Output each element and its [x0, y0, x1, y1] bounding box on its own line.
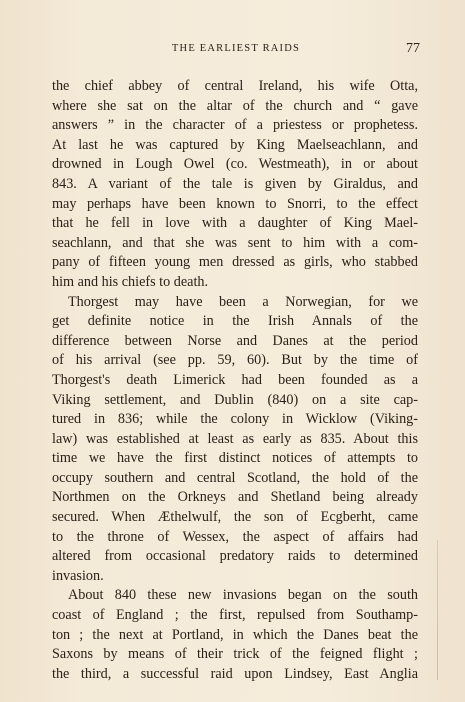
text-line: coast of England ; the first, repulsed from Southamp- — [52, 607, 418, 624]
text-line: the chief abbey of central Ireland, his wife Otta, — [52, 78, 418, 94]
text-line: time we have the first distinct notices of attempts to — [52, 450, 418, 467]
text-line: occupy southern and central Scotland, the hold of the — [52, 469, 418, 486]
text-line: get definite notice in the Irish Annals of the — [52, 313, 418, 330]
text-line: Saxons by means of their trick of the feigned flight ; — [52, 646, 418, 663]
page-number: 77 — [406, 41, 420, 56]
paragraph-end-line: invasion. — [52, 567, 104, 584]
text-line: altered from occasional predatory raids to determined — [52, 548, 418, 565]
text-line: answers ” in the character of a priestess or prophetess. — [52, 117, 418, 134]
body-text — [52, 77, 418, 684]
paragraph-end-line: him and his chiefs to death. — [52, 273, 209, 290]
text-line: 843. A variant of the tale is given by Giraldus, and — [52, 175, 418, 192]
page-header — [52, 43, 420, 65]
text-line: where she sat on the altar of the church and “ gave — [52, 97, 418, 114]
text-line: Northmen on the Orkneys and Shetland being already — [52, 489, 418, 506]
page-crease — [437, 540, 438, 680]
text-line: pany of fifteen young men dressed as girls, who stabbed — [52, 254, 418, 271]
text-line: difference between Norse and Danes at the period — [52, 332, 418, 349]
text-line: tured in 836; while the colony in Wicklow (Viking- — [52, 411, 418, 428]
text-line: Thorgest's death Limerick had been founded as a — [52, 371, 418, 388]
text-line: Viking settlement, and Dublin (840) on a site cap- — [52, 391, 418, 408]
paragraph-start-line: Thorgest may have been a Norwegian, for we — [68, 293, 418, 310]
text-line: drowned in Lough Owel (co. Westmeath), in or about — [52, 156, 418, 173]
text-line: the third, a successful raid upon Lindsey, East Anglia — [52, 665, 418, 682]
paragraph-start-line: About 840 these new invasions began on the south — [68, 587, 418, 604]
text-line: may perhaps have been known to Snorri, to the effect — [52, 195, 418, 212]
text-line: secured. When Æthelwulf, the son of Ecgberht, came — [52, 509, 418, 526]
text-line: At last he was captured by King Maelseachlann, and — [52, 136, 418, 153]
text-line: of his arrival (see pp. 59, 60). But by the time of — [52, 352, 418, 369]
text-line: to the throne of Wessex, the aspect of affairs had — [52, 528, 418, 545]
text-line: law) was established at least as early as 835. About this — [52, 430, 418, 447]
text-line: that he fell in love with a daughter of King Mael- — [52, 215, 418, 232]
text-line: seachlann, and that she was sent to him with a com- — [52, 234, 418, 251]
text-line: ton ; the next at Portland, in which the Danes beat the — [52, 626, 418, 643]
running-head: THE EARLIEST RAIDS — [171, 43, 301, 54]
